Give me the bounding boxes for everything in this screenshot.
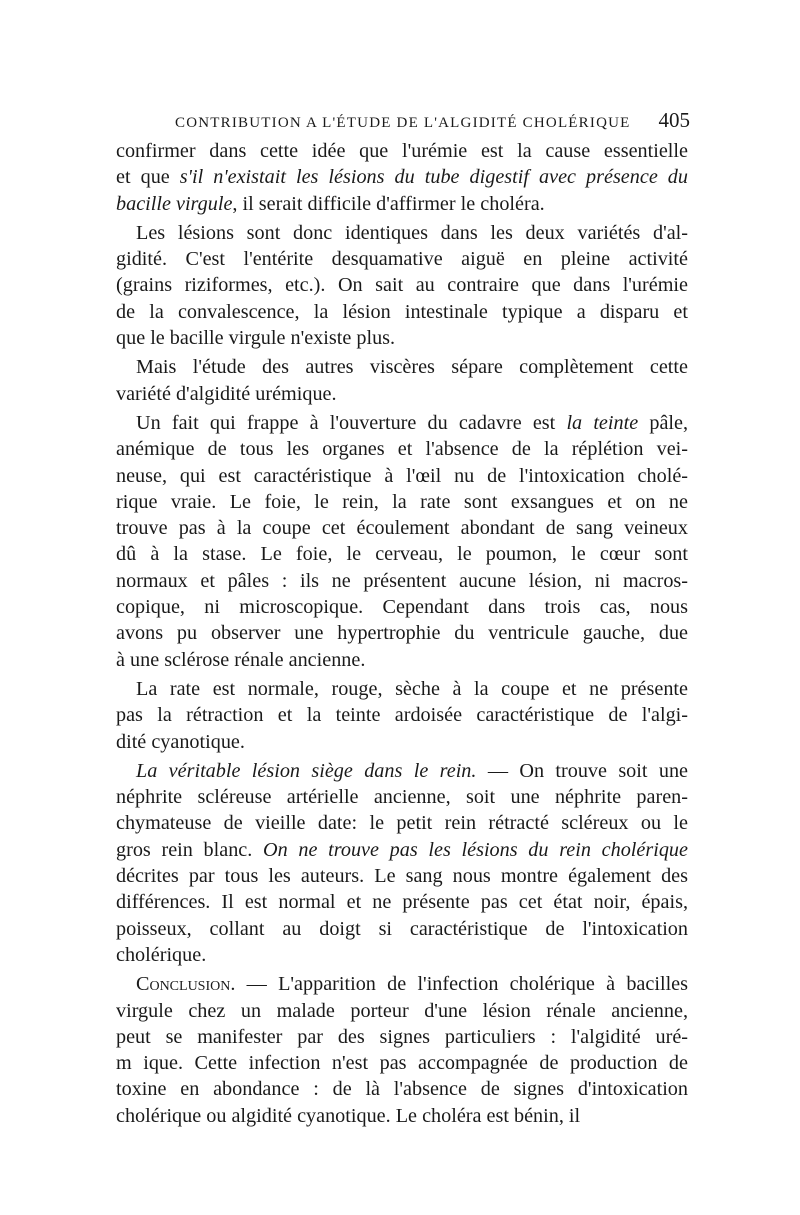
text-segment: , il serait difficile d'affirmer le choléra. <box>232 192 545 215</box>
text-segment: (grains riziformes, etc.). On sait au contraire que dans l'urémie <box>116 274 688 297</box>
text-segment: à une sclérose rénale ancienne. <box>116 648 366 671</box>
text-line <box>116 1076 688 1102</box>
text-segment: confirmer dans cette idée que l'urémie est la cause essentielle <box>116 140 688 162</box>
text-segment: poisseux, collant au doigt si caractéristique de l'intoxication <box>116 917 688 940</box>
text-segment: — On trouve soit une <box>476 759 688 782</box>
text-line <box>116 971 688 997</box>
text-segment: toxine en abondance : de là l'absence de signes d'intoxication <box>116 1078 688 1101</box>
text-segment: neuse, qui est caractéristique à l'œil nu de l'intoxication cholé- <box>116 464 688 487</box>
paragraph <box>116 758 688 968</box>
text-line <box>116 354 688 380</box>
paragraph <box>116 354 688 407</box>
paragraph <box>116 676 688 755</box>
text-line <box>116 489 688 515</box>
text-segment: cholérique ou algidité cyanotique. Le choléra est bénin, il <box>116 1104 581 1127</box>
text-segment: anémique de tous les organes et l'absence de la réplétion vei- <box>116 438 688 461</box>
text-line <box>116 837 688 863</box>
text-segment: dû à la stase. Le foie, le cerveau, le poumon, le cœur sont <box>116 543 688 566</box>
text-segment: variété d'algidité urémique. <box>116 382 337 405</box>
text-segment: Mais l'étude des autres viscères sépare complètement cette <box>136 356 688 379</box>
text-line <box>116 889 688 915</box>
paragraph <box>116 971 688 1129</box>
text-line <box>116 758 688 784</box>
paragraph <box>116 220 688 351</box>
text-segment: copique, ni microscopique. Cependant dans trois cas, nous <box>116 596 688 619</box>
text-segment: de la convalescence, la lésion intestinale typique a disparu et <box>116 300 688 323</box>
text-line <box>116 676 688 702</box>
text-line <box>116 1024 688 1050</box>
text-line <box>116 515 688 541</box>
text-segment: peut se manifester par des signes particuliers : l'algidité uré- <box>116 1025 688 1048</box>
text-line <box>116 729 688 755</box>
text-line <box>116 410 688 436</box>
text-line <box>116 436 688 462</box>
text-segment: cholérique. <box>116 943 207 966</box>
text-segment: décrites par tous les auteurs. Le sang nous montre également des <box>116 865 688 888</box>
italic-text: On ne trouve pas les lésions du rein cholérique <box>263 838 688 861</box>
text-line <box>116 784 688 810</box>
text-line <box>116 191 688 217</box>
text-line <box>116 647 688 673</box>
running-head-title: CONTRIBUTION A L'ÉTUDE DE L'ALGIDITÉ CHOLÉRIQUE <box>175 115 631 131</box>
paragraph <box>116 138 688 217</box>
text-line <box>116 916 688 942</box>
text-line <box>116 620 688 646</box>
text-line <box>116 1050 688 1076</box>
text-segment: gidité. C'est l'entérite desquamative aiguë en pleine activité <box>116 248 688 271</box>
text-segment: avons pu observer une hypertrophie du ventricule gauche, due <box>116 622 688 645</box>
text-line <box>116 164 688 190</box>
text-line <box>116 594 688 620</box>
text-line <box>116 863 688 889</box>
text-line <box>116 568 688 594</box>
text-line <box>116 246 688 272</box>
italic-text: bacille virgule <box>116 192 233 215</box>
text-segment: Un fait qui frappe à l'ouverture du cadavre est <box>136 411 567 434</box>
text-line <box>116 220 688 246</box>
text-segment: rique vraie. Le foie, le rein, la rate sont exsangues et on ne <box>116 490 688 513</box>
text-line <box>116 325 688 351</box>
text-segment: — L'apparition de l'infection cholérique à bacilles <box>235 973 688 996</box>
text-segment: différences. Il est normal et ne présente pas cet état noir, épais, <box>116 891 688 914</box>
text-segment: pas la rétraction et la teinte ardoisée caractéristique de l'algi- <box>116 704 688 727</box>
text-line <box>116 810 688 836</box>
text-segment: virgule chez un malade porteur d'une lésion rénale ancienne, <box>116 999 688 1022</box>
text-segment: La rate est normale, rouge, sèche à la coupe et ne présente <box>136 677 688 700</box>
smallcaps-text: Conclusion. <box>136 973 236 996</box>
running-head <box>175 108 690 136</box>
paragraph <box>116 410 688 673</box>
text-segment: trouve pas à la coupe cet écoulement abondant de sang veineux <box>116 517 688 540</box>
text-line <box>116 381 688 407</box>
text-segment: et que <box>116 166 180 189</box>
text-line <box>116 463 688 489</box>
text-line <box>116 541 688 567</box>
text-line <box>116 299 688 325</box>
italic-text: la teinte <box>566 411 639 434</box>
text-segment: Les lésions sont donc identiques dans les deux variétés d'al- <box>136 221 688 244</box>
italic-text: La véritable lésion siège dans le rein. <box>136 759 477 782</box>
text-segment: normaux et pâles : ils ne présentent aucune lésion, ni macros- <box>116 569 688 592</box>
text-line <box>116 272 688 298</box>
text-segment: que le bacille virgule n'existe plus. <box>116 327 396 350</box>
text-line <box>116 702 688 728</box>
text-line <box>116 998 688 1024</box>
text-line <box>116 942 688 968</box>
text-segment: m ique. Cette infection n'est pas accompagnée de production de <box>116 1052 688 1075</box>
italic-text: s'il n'existait les lésions du tube digestif avec présence du <box>179 166 688 189</box>
text-segment: chymateuse de vieille date: le petit rein rétracté scléreux ou le <box>116 812 688 835</box>
text-segment: dité cyanotique. <box>116 730 245 753</box>
page-number: 405 <box>658 108 690 132</box>
text-line <box>116 138 688 164</box>
text-segment: pâle, <box>638 411 689 434</box>
text-segment: néphrite scléreuse artérielle ancienne, soit une néphrite paren- <box>116 786 688 809</box>
body-text <box>116 138 688 1129</box>
text-segment: gros rein blanc. <box>116 838 264 861</box>
text-line <box>116 1103 688 1129</box>
